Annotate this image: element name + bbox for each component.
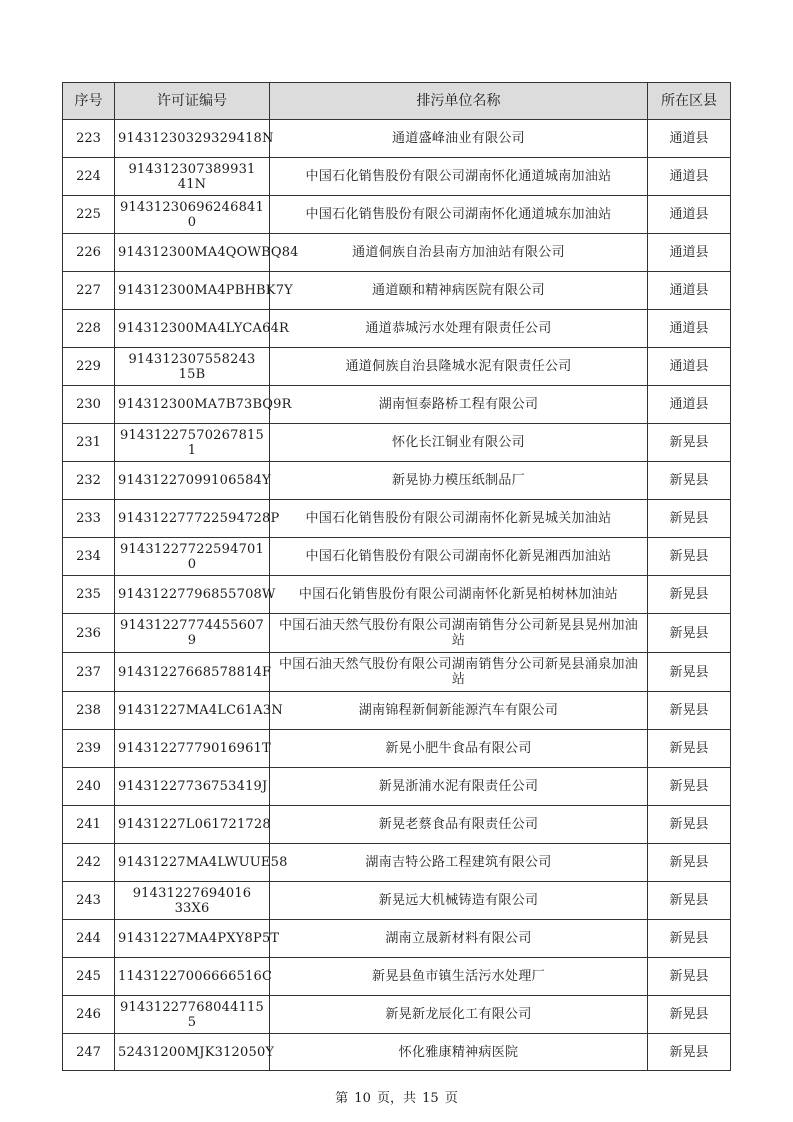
cell-unit-name: 中国石油天然气股份有限公司湖南销售分公司新晃县涌泉加油站: [270, 653, 648, 692]
cell-unit-name: 中国石化销售股份有限公司湖南怀化新晃柏树林加油站: [270, 576, 648, 614]
table-row: [63, 120, 731, 158]
table-row: [63, 196, 731, 234]
cell-unit-name: 中国石化销售股份有限公司湖南怀化新晃城关加油站: [270, 500, 648, 538]
cell-permit-number: 91431227768044115 5: [115, 996, 270, 1034]
cell-unit-name: 新晃远大机械铸造有限公司: [270, 882, 648, 920]
cell-permit-number: 91431227694016 33X6: [115, 882, 270, 920]
cell-seq: 233: [63, 500, 115, 538]
table-row: [63, 386, 731, 424]
cell-permit-number: 914312300MA7B73BQ9R: [115, 386, 270, 424]
table-row: [63, 1034, 731, 1071]
cell-district: 新晃县: [648, 692, 731, 730]
cell-seq: 243: [63, 882, 115, 920]
table-row: [63, 653, 731, 692]
cell-district: 通道县: [648, 310, 731, 348]
cell-permit-number: 52431200MJK312050Y: [115, 1034, 270, 1071]
footer-middle: 页，共: [376, 1091, 416, 1106]
table-row: [63, 730, 731, 768]
cell-district: 新晃县: [648, 920, 731, 958]
cell-unit-name: 新晃老蔡食品有限责任公司: [270, 806, 648, 844]
cell-unit-name: 中国石化销售股份有限公司湖南怀化通道城东加油站: [270, 196, 648, 234]
cell-unit-name: 通道侗族自治县隆城水泥有限责任公司: [270, 348, 648, 386]
cell-district: 通道县: [648, 234, 731, 272]
cell-permit-number: 91431227796855708W: [115, 576, 270, 614]
cell-seq: 246: [63, 996, 115, 1034]
header-permit-number: 许可证编号: [115, 83, 270, 120]
cell-seq: 247: [63, 1034, 115, 1071]
cell-unit-name: 通道盛峰油业有限公司: [270, 120, 648, 158]
cell-district: 新晃县: [648, 653, 731, 692]
table-body: [63, 120, 731, 1071]
header-district: 所在区县: [648, 83, 731, 120]
table-row: [63, 234, 731, 272]
table-row: [63, 310, 731, 348]
cell-unit-name: 通道侗族自治县南方加油站有限公司: [270, 234, 648, 272]
cell-district: 新晃县: [648, 882, 731, 920]
cell-seq: 241: [63, 806, 115, 844]
footer-current-page: 10: [354, 1091, 371, 1106]
cell-unit-name: 湖南锦程新侗新能源汽车有限公司: [270, 692, 648, 730]
cell-permit-number: 11431227006666516C: [115, 958, 270, 996]
cell-unit-name: 新晃浙浦水泥有限责任公司: [270, 768, 648, 806]
cell-permit-number: 91431227668578814F: [115, 653, 270, 692]
cell-seq: 232: [63, 462, 115, 500]
cell-permit-number: 91431227MA4LWUUE58: [115, 844, 270, 882]
table-row: [63, 272, 731, 310]
cell-permit-number: 91431227570267815 1: [115, 424, 270, 462]
cell-district: 通道县: [648, 348, 731, 386]
cell-unit-name: 新晃小肥牛食品有限公司: [270, 730, 648, 768]
table-row: [63, 692, 731, 730]
cell-district: 新晃县: [648, 576, 731, 614]
cell-unit-name: 湖南立晟新材料有限公司: [270, 920, 648, 958]
cell-unit-name: 怀化长江铜业有限公司: [270, 424, 648, 462]
header-unit-name: 排污单位名称: [270, 83, 648, 120]
table-row: [63, 538, 731, 576]
cell-district: 通道县: [648, 386, 731, 424]
cell-permit-number: 914312300MA4LYCA64R: [115, 310, 270, 348]
cell-unit-name: 中国石化销售股份有限公司湖南怀化通道城南加油站: [270, 158, 648, 196]
table-row: [63, 768, 731, 806]
table-row: [63, 996, 731, 1034]
cell-permit-number: 914312300MA4PBHBK7Y: [115, 272, 270, 310]
cell-seq: 225: [63, 196, 115, 234]
cell-unit-name: 通道颐和精神病医院有限公司: [270, 272, 648, 310]
cell-seq: 227: [63, 272, 115, 310]
cell-seq: 236: [63, 614, 115, 653]
table-row: [63, 920, 731, 958]
cell-seq: 244: [63, 920, 115, 958]
cell-permit-number: 91431230329329418N: [115, 120, 270, 158]
cell-unit-name: 湖南吉特公路工程建筑有限公司: [270, 844, 648, 882]
cell-permit-number: 91431227099106584Y: [115, 462, 270, 500]
table-row: [63, 844, 731, 882]
cell-seq: 242: [63, 844, 115, 882]
cell-district: 新晃县: [648, 614, 731, 653]
cell-seq: 234: [63, 538, 115, 576]
cell-district: 通道县: [648, 272, 731, 310]
table-row: [63, 806, 731, 844]
cell-permit-number: 91431227L061721728: [115, 806, 270, 844]
footer-prefix: 第: [335, 1091, 349, 1106]
cell-district: 新晃县: [648, 844, 731, 882]
cell-district: 新晃县: [648, 768, 731, 806]
cell-district: 新晃县: [648, 500, 731, 538]
cell-unit-name: 新晃县鱼市镇生活污水处理厂: [270, 958, 648, 996]
cell-permit-number: 914312307558243 15B: [115, 348, 270, 386]
cell-district: 新晃县: [648, 1034, 731, 1071]
cell-permit-number: 91431227736753419J: [115, 768, 270, 806]
cell-permit-number: 91431227MA4PXY8P5T: [115, 920, 270, 958]
cell-permit-number: 914312277722594728P: [115, 500, 270, 538]
cell-permit-number: 91431227774455607 9: [115, 614, 270, 653]
cell-seq: 224: [63, 158, 115, 196]
cell-seq: 230: [63, 386, 115, 424]
permit-table: [62, 82, 731, 1071]
page-footer: [0, 1087, 793, 1106]
table-row: [63, 424, 731, 462]
cell-unit-name: 湖南恒泰路桥工程有限公司: [270, 386, 648, 424]
cell-unit-name: 中国石油天然气股份有限公司湖南销售分公司新晃县晃州加油站: [270, 614, 648, 653]
cell-district: 通道县: [648, 196, 731, 234]
cell-district: 新晃县: [648, 424, 731, 462]
cell-seq: 238: [63, 692, 115, 730]
cell-unit-name: 新晃新龙辰化工有限公司: [270, 996, 648, 1034]
cell-permit-number: 91431227722594701 0: [115, 538, 270, 576]
table-header-row: [63, 83, 731, 120]
table-row: [63, 958, 731, 996]
cell-seq: 245: [63, 958, 115, 996]
cell-permit-number: 91431227MA4LC61A3N: [115, 692, 270, 730]
cell-seq: 239: [63, 730, 115, 768]
cell-district: 新晃县: [648, 462, 731, 500]
cell-district: 通道县: [648, 120, 731, 158]
table-row: [63, 158, 731, 196]
cell-seq: 240: [63, 768, 115, 806]
table-row: [63, 882, 731, 920]
cell-district: 新晃县: [648, 730, 731, 768]
cell-permit-number: 914312307389931 41N: [115, 158, 270, 196]
cell-permit-number: 91431230696246841 0: [115, 196, 270, 234]
cell-seq: 226: [63, 234, 115, 272]
cell-unit-name: 通道恭城污水处理有限责任公司: [270, 310, 648, 348]
cell-unit-name: 怀化雅康精神病医院: [270, 1034, 648, 1071]
cell-district: 通道县: [648, 158, 731, 196]
cell-seq: 223: [63, 120, 115, 158]
cell-seq: 237: [63, 653, 115, 692]
table-row: [63, 348, 731, 386]
table-row: [63, 614, 731, 653]
cell-unit-name: 新晃协力模压纸制品厂: [270, 462, 648, 500]
cell-seq: 235: [63, 576, 115, 614]
footer-total-pages: 15: [422, 1091, 439, 1106]
cell-seq: 228: [63, 310, 115, 348]
table-row: [63, 500, 731, 538]
cell-permit-number: 914312300MA4QOWBQ84: [115, 234, 270, 272]
cell-permit-number: 91431227779016961T: [115, 730, 270, 768]
cell-district: 新晃县: [648, 958, 731, 996]
cell-seq: 229: [63, 348, 115, 386]
table-row: [63, 462, 731, 500]
cell-district: 新晃县: [648, 806, 731, 844]
header-seq: 序号: [63, 83, 115, 120]
table-row: [63, 576, 731, 614]
footer-suffix: 页: [444, 1091, 458, 1106]
cell-district: 新晃县: [648, 538, 731, 576]
cell-seq: 231: [63, 424, 115, 462]
cell-unit-name: 中国石化销售股份有限公司湖南怀化新晃湘西加油站: [270, 538, 648, 576]
cell-district: 新晃县: [648, 996, 731, 1034]
